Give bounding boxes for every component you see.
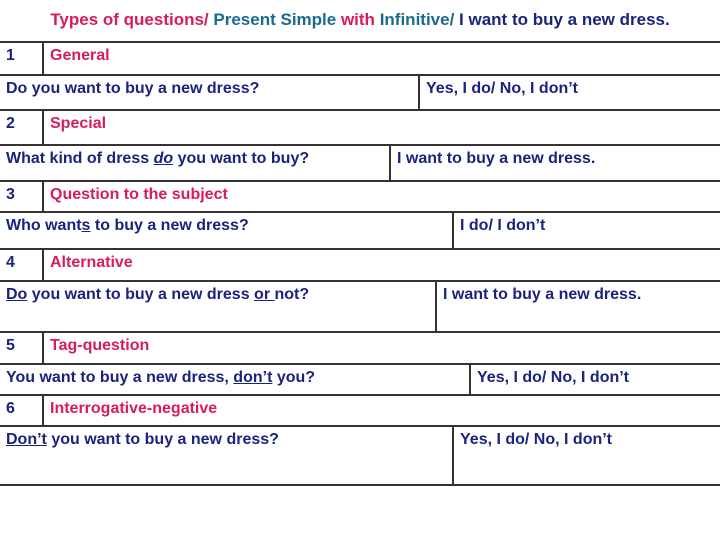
question-cell (0, 213, 452, 248)
title-part-example: I want to buy a new dress. (459, 10, 670, 29)
type-category: Tag-question (42, 333, 720, 363)
example-row (0, 280, 720, 331)
title-part-types: Types of questions/ (50, 10, 209, 29)
answer-cell: Yes, I do/ No, I don’t (452, 427, 720, 485)
question-cell (0, 427, 452, 485)
question-cell (0, 282, 435, 331)
question-cell (0, 146, 389, 180)
example-row (0, 211, 720, 248)
question-text: What kind of dress (6, 150, 154, 167)
type-header-row (0, 394, 720, 425)
type-number: 1 (6, 47, 15, 64)
page-title (0, 10, 720, 30)
question-emphasis: or (254, 286, 275, 303)
type-header-row (0, 41, 720, 74)
title-part-with: with (340, 10, 375, 29)
question-cell (0, 365, 469, 394)
type-header-row (0, 331, 720, 363)
type-category: Interrogative-negative (42, 396, 720, 425)
type-number: 3 (6, 186, 15, 203)
answer-cell: I do/ I don’t (452, 213, 720, 248)
question-emphasis: do (153, 150, 174, 167)
type-category: General (42, 43, 720, 74)
type-header-row (0, 180, 720, 211)
question-text: you? (272, 369, 316, 386)
title-part-tense: Present Simple (213, 10, 337, 29)
answer-cell: I want to buy a new dress. (435, 282, 720, 331)
question-cell (0, 76, 418, 109)
question-text: you want to buy? (173, 150, 310, 167)
type-number: 2 (6, 115, 15, 132)
question-text: Do you want to buy a new dress? (6, 80, 260, 97)
type-header-row (0, 109, 720, 144)
answer-cell: I want to buy a new dress. (389, 146, 720, 180)
question-text: You want to buy a new dress, (6, 369, 234, 386)
example-row (0, 363, 720, 394)
type-number: 4 (6, 254, 15, 271)
type-header-row (0, 248, 720, 280)
type-number: 6 (6, 400, 15, 417)
type-category: Special (42, 111, 720, 144)
question-emphasis: Do (6, 286, 28, 303)
question-text: to buy a new dress? (90, 217, 249, 234)
question-emphasis: Don’t (6, 431, 47, 448)
question-text: not? (274, 286, 310, 303)
question-emphasis: s (81, 217, 91, 234)
answer-cell: Yes, I do/ No, I don’t (469, 365, 720, 394)
type-category: Question to the subject (42, 182, 720, 211)
question-text: Who want (6, 217, 82, 234)
type-category: Alternative (42, 250, 720, 280)
answer-cell: Yes, I do/ No, I don’t (418, 76, 720, 109)
question-emphasis: don’t (233, 369, 273, 386)
question-text: you want to buy a new dress? (46, 431, 279, 448)
type-number: 5 (6, 337, 15, 354)
example-row (0, 425, 720, 485)
example-row (0, 74, 720, 109)
title-part-infinitive: Infinitive/ (379, 10, 455, 29)
table-bottom-border (0, 484, 720, 486)
question-text: you want to buy a new dress (27, 286, 255, 303)
example-row (0, 144, 720, 180)
